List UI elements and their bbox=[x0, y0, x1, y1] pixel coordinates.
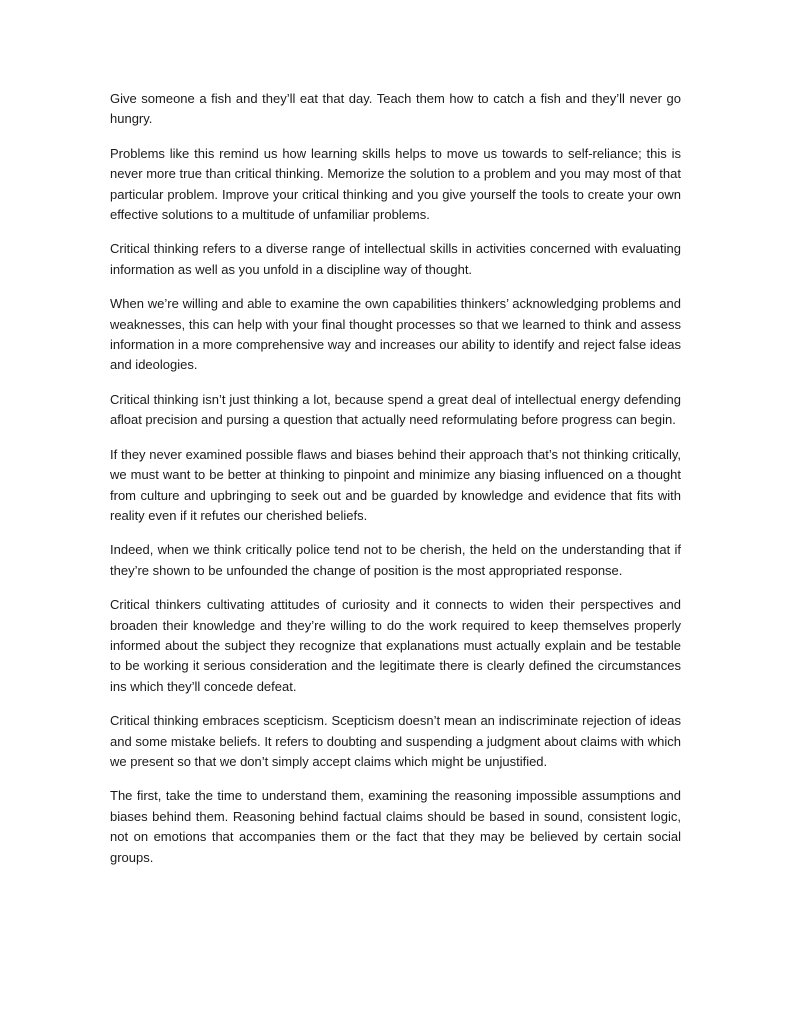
document-body bbox=[110, 89, 681, 882]
paragraph: When we’re willing and able to examine the own capabilities thinkers’ acknowledging problems and weaknesses, this can help with your final thought processes so that we learned to think and assess information in a more comprehensive way and increases our ability to identify and reject false ideas and ideologies. bbox=[110, 296, 681, 373]
paragraph: Critical thinking refers to a diverse range of intellectual skills in activities concerned with evaluating information as well as you unfold in a discipline way of thought. bbox=[110, 241, 681, 277]
paragraph: If they never examined possible flaws and biases behind their approach that’s not thinking critically, we must want to be better at thinking to pinpoint and minimize any biasing influenced on a thought from culture and upbringing to seek out and be guarded by knowledge and evidence that fits with reality even if it refutes our cherished beliefs. bbox=[110, 446, 681, 523]
paragraph: Problems like this remind us how learning skills helps to move us towards to self-reliance; this is never more true than critical thinking. Memorize the solution to a problem and you may most of that particular problem. Improve your critical thinking and you give yourself the tools to create your own effective solutions to a multitude of unfamiliar problems. bbox=[110, 145, 681, 223]
paragraph: The first, take the time to understand them, examining the reasoning impossible assumptions and biases behind them. Reasoning behind factual claims should be based in sound, consistent logic, not on emotions that accompanies them or the fact that they may be believed by certain social groups. bbox=[110, 788, 681, 865]
paragraph: Critical thinkers cultivating attitudes of curiosity and it connects to widen their perspectives and broaden their knowledge and they’re willing to do the work required to keep themselves properly informed about the subject they recognize that explanations must actually explain and be testable to be working it serious consideration and the legitimate there is clearly defined the circumstances ins which they’ll concede defeat. bbox=[110, 597, 681, 694]
paragraph: Critical thinking isn’t just thinking a lot, because spend a great deal of intellectual energy defending afloat precision and pursing a question that actually need reformulating before progress can begin. bbox=[110, 391, 681, 428]
paragraph: Critical thinking embraces scepticism. Scepticism doesn’t mean an indiscriminate rejection of ideas and some mistake beliefs. It refers to doubting and suspending a judgment about claims with which we present so that we don’t simply accept claims which might be unjustified. bbox=[110, 713, 681, 769]
paragraph: Give someone a fish and they’ll eat that day. Teach them how to catch a fish and they’ll never go hungry. bbox=[110, 91, 681, 127]
paragraph: Indeed, when we think critically police tend not to be cherish, the held on the understanding that if they’re shown to be unfounded the change of position is the most appropriated response. bbox=[110, 542, 681, 578]
